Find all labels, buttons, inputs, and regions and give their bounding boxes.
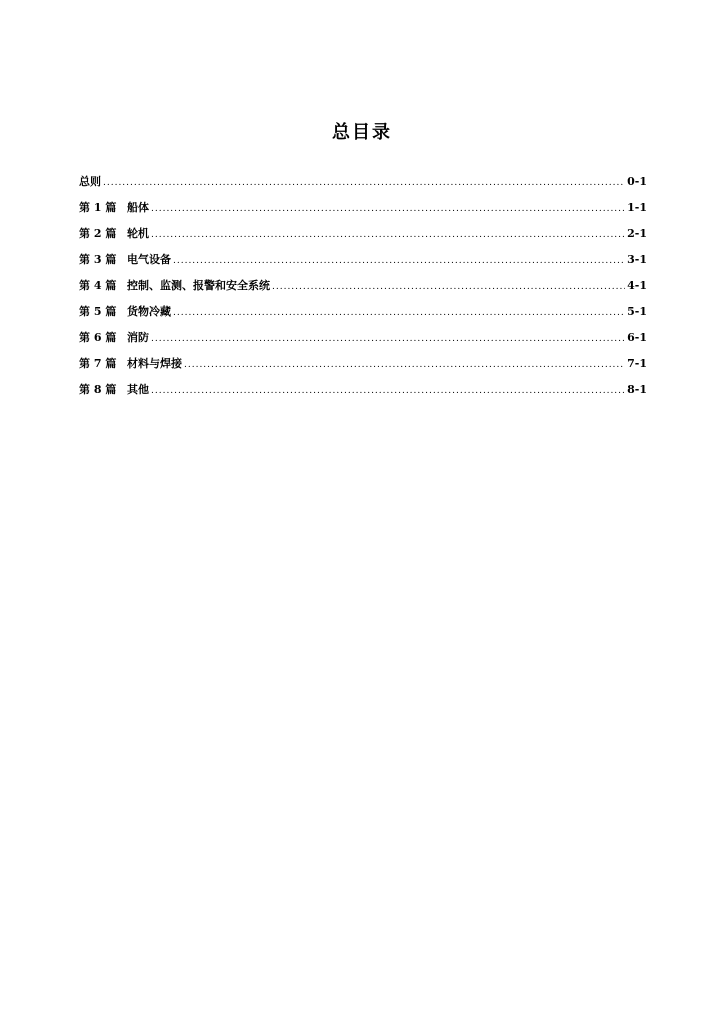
toc-entry-part-4[interactable]	[79, 276, 647, 302]
toc-entry-number: 第 5 篇	[79, 305, 117, 318]
dot-leader	[151, 329, 625, 349]
toc-entry-number: 第 4 篇	[79, 279, 117, 292]
dot-leader	[173, 303, 625, 323]
toc-entry-part-3[interactable]	[79, 250, 647, 276]
toc-entry-page: 7-1	[627, 357, 647, 370]
toc-entry-number: 第 3 篇	[79, 253, 117, 266]
toc-entry-part-2[interactable]	[79, 224, 647, 250]
toc-entry-name: 轮机	[127, 227, 149, 240]
toc-entry-name: 控制、监测、报警和安全系统	[127, 279, 270, 292]
toc-entry-part-8[interactable]	[79, 380, 647, 406]
toc-entry-number: 第 6 篇	[79, 331, 117, 344]
toc-entry-part-1[interactable]	[79, 198, 647, 224]
toc-entry-name: 材料与焊接	[127, 357, 182, 370]
toc-entry-page: 2-1	[627, 227, 647, 240]
toc-entry-name: 消防	[127, 331, 149, 344]
toc-entry-page: 8-1	[627, 383, 647, 396]
toc-entry-page: 0-1	[627, 175, 647, 188]
toc-entry-name: 总则	[79, 175, 101, 188]
toc-entry-name: 货物冷藏	[127, 305, 171, 318]
toc-entry-name: 电气设备	[127, 253, 171, 266]
dot-leader	[272, 277, 625, 297]
toc-entry-part-5[interactable]	[79, 302, 647, 328]
toc-entry-page: 1-1	[627, 201, 647, 214]
toc-entry-page: 3-1	[627, 253, 647, 266]
toc-entry-part-7[interactable]	[79, 354, 647, 380]
toc-entry-part-6[interactable]	[79, 328, 647, 354]
toc-entry-page: 5-1	[627, 305, 647, 318]
toc-entry-name: 船体	[127, 201, 149, 214]
toc-entry-general[interactable]	[79, 172, 647, 198]
dot-leader	[151, 199, 625, 219]
toc-entry-page: 4-1	[627, 279, 647, 292]
toc-entry-number: 第 2 篇	[79, 227, 117, 240]
page-title: 总目录	[332, 122, 392, 143]
dot-leader	[151, 381, 625, 401]
dot-leader	[103, 173, 625, 193]
toc-entry-name: 其他	[127, 383, 149, 396]
dot-leader	[184, 355, 625, 375]
toc-entry-number: 第 7 篇	[79, 357, 117, 370]
toc-entry-number: 第 8 篇	[79, 383, 117, 396]
dot-leader	[173, 251, 625, 271]
toc-entry-page: 6-1	[627, 331, 647, 344]
table-of-contents	[79, 172, 647, 406]
toc-entry-number: 第 1 篇	[79, 201, 117, 214]
dot-leader	[151, 225, 625, 245]
